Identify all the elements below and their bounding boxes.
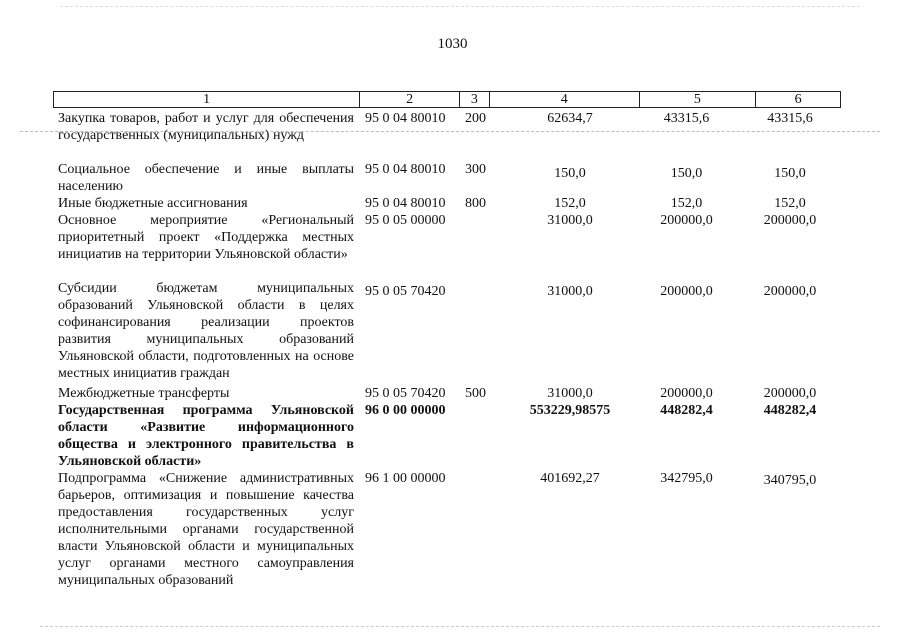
table-row: [58, 280, 848, 385]
row-value-4: 401692,27: [540, 471, 600, 486]
row-expense-type: 500: [465, 386, 486, 401]
scan-artifact-line: [60, 6, 860, 7]
row-code: 95 0 04 80010: [365, 196, 446, 211]
row-name: Субсидии бюджетам муниципальных образований Ульяновской области в целях софинансирования реализации проектов развития муниципальных образований Ульяновской области, подготовленных на основе местных инициатив граждан: [58, 281, 354, 381]
row-value-5: 200000,0: [660, 386, 713, 401]
header-col-3: 3: [460, 92, 490, 107]
row-name: Подпрограмма «Снижение административных барьеров, оптимизация и повышение качества предоставления государственных услуг исполнительными органами государственной власти Ульяновской области и муниципальных услуг органами местного самоуправления муниципальных образований: [58, 471, 354, 588]
scan-artifact-line: [40, 626, 880, 627]
row-value-4: 31000,0: [547, 386, 593, 401]
table-header: [53, 91, 841, 108]
row-value-6: 43315,6: [767, 111, 813, 126]
row-code: 95 0 04 80010: [365, 162, 446, 177]
table-row: [58, 470, 848, 590]
table-row: [58, 402, 848, 470]
table-row: [58, 385, 848, 402]
row-value-6: 200000,0: [763, 284, 817, 299]
row-code: 96 1 00 00000: [365, 471, 446, 486]
row-expense-type: 200: [465, 111, 486, 126]
row-value-4: 31000,0: [547, 213, 593, 228]
page-number: 1030: [437, 36, 468, 52]
header-col-2: 2: [360, 92, 460, 107]
row-value-4: 62634,7: [547, 111, 593, 126]
row-value-5: 150,0: [670, 166, 703, 181]
table-row: [58, 110, 848, 161]
row-code: 95 0 05 70420: [365, 386, 446, 401]
row-code: 95 0 05 00000: [365, 213, 446, 228]
row-code: 95 0 04 80010: [365, 111, 446, 126]
table-row: [58, 212, 848, 280]
table-row: [58, 195, 848, 212]
row-value-5: 448282,4: [660, 403, 713, 418]
row-value-5: 43315,6: [663, 111, 710, 126]
row-value-6: 200000,0: [763, 213, 817, 228]
row-name: Основное мероприятие «Региональный приоритетный проект «Поддержка местных инициатив на территории Ульяновской области»: [58, 213, 354, 262]
table-row: [58, 161, 848, 195]
row-code: 95 0 05 70420: [365, 284, 446, 299]
header-col-1: 1: [54, 92, 360, 107]
header-col-5: 5: [640, 92, 757, 107]
row-name: Закупка товаров, работ и услуг для обеспечения государственных (муниципальных) нужд: [58, 111, 354, 143]
row-value-4: 31000,0: [547, 284, 593, 299]
row-name: Межбюджетные трансферты: [58, 386, 230, 401]
row-name: Социальное обеспечение и иные выплаты населению: [58, 162, 354, 194]
row-value-6: 200000,0: [763, 386, 817, 401]
row-value-4: 150,0: [554, 166, 586, 181]
row-name: Иные бюджетные ассигнования: [58, 196, 248, 211]
row-expense-type: 300: [465, 162, 486, 177]
row-expense-type: 800: [465, 196, 486, 211]
row-value-6: 340795,0: [763, 473, 817, 488]
budget-table-body: [58, 110, 848, 590]
row-value-5: 152,0: [670, 196, 703, 211]
row-value-4: 152,0: [554, 196, 586, 211]
row-code: 96 0 00 00000: [365, 403, 446, 418]
row-value-6: 448282,4: [763, 403, 817, 418]
row-value-5: 342795,0: [660, 471, 713, 486]
row-name: Государственная программа Ульяновской области «Развитие информационного общества и электронного правительства в Ульяновской области»: [58, 403, 354, 469]
header-col-4: 4: [490, 92, 640, 107]
row-value-4: 553229,98575: [529, 403, 611, 418]
row-value-5: 200000,0: [660, 213, 713, 228]
row-value-6: 152,0: [774, 196, 806, 211]
header-col-6: 6: [794, 92, 802, 107]
row-value-6: 150,0: [774, 166, 806, 181]
row-value-5: 200000,0: [660, 284, 713, 299]
